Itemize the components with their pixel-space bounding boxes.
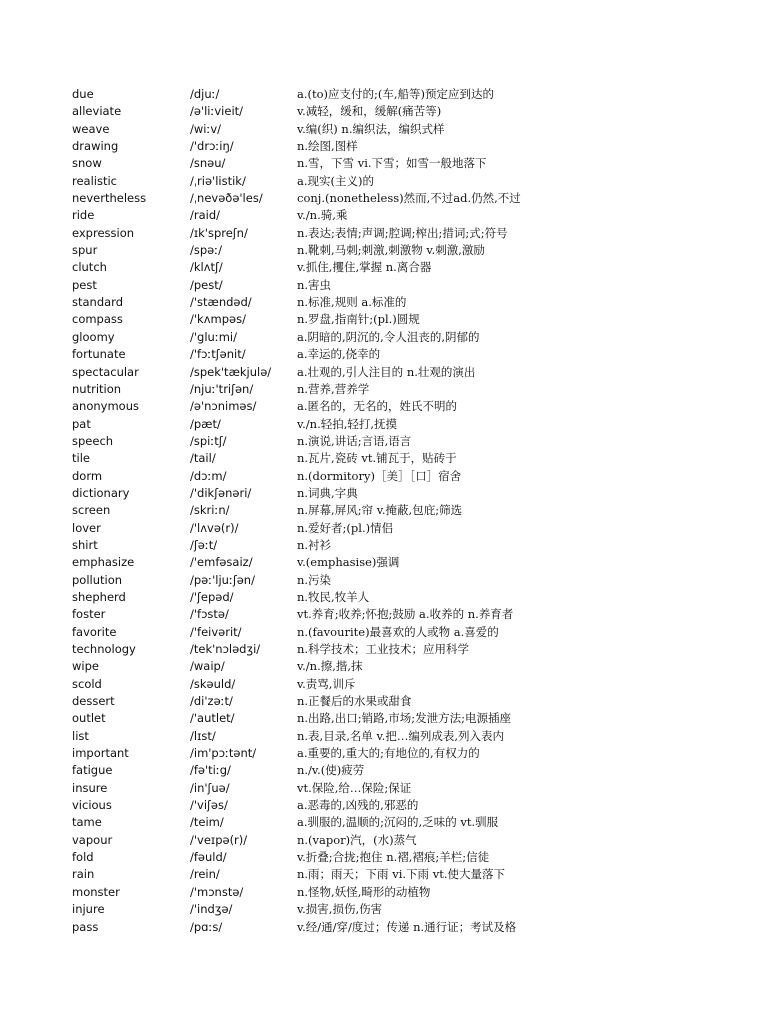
list-item bbox=[72, 606, 752, 623]
word-text: injure bbox=[72, 902, 105, 917]
word-text: shepherd bbox=[72, 589, 126, 604]
definition-text: v.损害,损伤,伤害 bbox=[297, 902, 383, 917]
phonetic-text: /wiːv/ bbox=[190, 121, 222, 136]
phonetic-text: /'dikʃənəri/ bbox=[190, 485, 252, 500]
word-text: anonymous bbox=[72, 399, 139, 414]
word-text: drawing bbox=[72, 139, 119, 154]
list-item bbox=[72, 901, 752, 918]
list-item bbox=[72, 381, 752, 398]
definition-text: n.靴刺,马刺;刺激,刺激物 v.刺激,激励 bbox=[297, 243, 485, 258]
phonetic-text: /'mɔnstə/ bbox=[190, 884, 244, 899]
list-item bbox=[72, 207, 752, 224]
definition-text: v.责骂,训斥 bbox=[297, 676, 356, 691]
list-item bbox=[72, 155, 752, 172]
word-text: gloomy bbox=[72, 329, 115, 344]
list-item bbox=[72, 364, 752, 381]
list-item bbox=[72, 468, 752, 485]
list-item bbox=[72, 884, 752, 901]
word-text: pollution bbox=[72, 572, 123, 587]
definition-text: n.罗盘,指南针;(pl.)圆规 bbox=[297, 312, 420, 327]
phonetic-text: /'viʃəs/ bbox=[190, 798, 228, 813]
list-item bbox=[72, 676, 752, 693]
list-item bbox=[72, 294, 752, 311]
definition-text: n.演说,讲话;言语,语言 bbox=[297, 433, 412, 448]
word-text: screen bbox=[72, 503, 111, 518]
word-text: tame bbox=[72, 815, 102, 830]
list-item bbox=[72, 190, 752, 207]
definition-text: n.怪物,妖怪,畸形的动植物 bbox=[297, 884, 431, 899]
definition-text: n.词典,字典 bbox=[297, 485, 358, 500]
word-text: realistic bbox=[72, 173, 118, 188]
word-text: standard bbox=[72, 295, 124, 310]
list-item bbox=[72, 537, 752, 554]
list-item bbox=[72, 259, 752, 276]
phonetic-text: /pɑːs/ bbox=[190, 919, 223, 934]
word-text: lover bbox=[72, 520, 101, 535]
definition-text: v.抓住,攫住,掌握 n.离合器 bbox=[297, 260, 432, 275]
word-text: outlet bbox=[72, 711, 106, 726]
list-item bbox=[72, 745, 752, 762]
phonetic-text: /im'pɔːtənt/ bbox=[190, 746, 257, 761]
list-item bbox=[72, 762, 752, 779]
list-item bbox=[72, 173, 752, 190]
definition-text: v.(emphasise)强调 bbox=[297, 555, 400, 570]
list-item bbox=[72, 849, 752, 866]
definition-text: n.绘图,图样 bbox=[297, 139, 358, 154]
phonetic-text: /spəː/ bbox=[190, 243, 222, 258]
phonetic-text: /njuː'triʃən/ bbox=[190, 381, 254, 396]
definition-text: n.衬衫 bbox=[297, 537, 332, 552]
definition-text: n.(vapor)汽，(水)蒸气 bbox=[297, 832, 417, 847]
word-text: pest bbox=[72, 277, 97, 292]
word-text: fortunate bbox=[72, 347, 126, 362]
phonetic-text: /ʃəːt/ bbox=[190, 537, 218, 552]
definition-text: v./n.擦,揩,抹 bbox=[297, 659, 363, 674]
word-text: pat bbox=[72, 416, 91, 431]
list-item bbox=[72, 919, 752, 936]
phonetic-text: /spiːtʃ/ bbox=[190, 433, 227, 448]
list-item bbox=[72, 398, 752, 415]
phonetic-text: /waip/ bbox=[190, 659, 225, 674]
phonetic-text: /pæt/ bbox=[190, 416, 221, 431]
list-item bbox=[72, 780, 752, 797]
definition-text: v.减轻，缓和，缓解(痛苦等) bbox=[297, 104, 442, 119]
word-text: fatigue bbox=[72, 763, 113, 778]
phonetic-text: /'feivərit/ bbox=[190, 624, 242, 639]
list-item bbox=[72, 572, 752, 589]
list-item bbox=[72, 797, 752, 814]
definition-text: n.牧民,牧羊人 bbox=[297, 589, 370, 604]
word-text: shirt bbox=[72, 537, 98, 552]
phonetic-text: /djuː/ bbox=[190, 87, 220, 101]
list-item bbox=[72, 416, 752, 433]
list-item bbox=[72, 693, 752, 710]
word-text: wipe bbox=[72, 659, 99, 674]
phonetic-text: /'kʌmpəs/ bbox=[190, 312, 246, 327]
definition-text: n.表达;表情;声调;腔调;榨出;措词;式;符号 bbox=[297, 225, 508, 240]
word-text: snow bbox=[72, 156, 102, 171]
phonetic-text: /'gluːmi/ bbox=[190, 329, 237, 344]
phonetic-text: /tail/ bbox=[190, 451, 216, 466]
list-item bbox=[72, 832, 752, 849]
list-item bbox=[72, 450, 752, 467]
definition-text: a.匿名的，无名的，姓氏不明的 bbox=[297, 399, 458, 414]
phonetic-text: /lɪst/ bbox=[190, 728, 216, 743]
word-text: nevertheless bbox=[72, 191, 147, 206]
definition-text: v.编(织) n.编织法，编织式样 bbox=[297, 121, 445, 136]
list-item bbox=[72, 86, 752, 103]
phonetic-text: /spek'tækjulə/ bbox=[190, 364, 272, 379]
definition-text: n./v.(使)疲劳 bbox=[297, 763, 365, 778]
definition-text: n.出路,出口;销路,市场;发泄方法;电源插座 bbox=[297, 711, 511, 726]
definition-text: a.恶毒的,凶残的,邪恶的 bbox=[297, 798, 419, 813]
list-item bbox=[72, 641, 752, 658]
phonetic-text: /pəː'ljuːʃən/ bbox=[190, 572, 255, 587]
definition-text: n.(favourite)最喜欢的人或物 a.喜爱的 bbox=[297, 624, 499, 639]
word-text: spur bbox=[72, 243, 98, 258]
word-text: favorite bbox=[72, 624, 117, 639]
list-item bbox=[72, 485, 752, 502]
definition-text: v./n.骑,乘 bbox=[297, 208, 348, 223]
phonetic-text: /'veɪpə(r)/ bbox=[190, 832, 248, 847]
word-text: dessert bbox=[72, 694, 115, 709]
phonetic-text: /'indʒə/ bbox=[190, 902, 233, 917]
list-item bbox=[72, 277, 752, 294]
list-item bbox=[72, 346, 752, 363]
phonetic-text: /'lʌvə(r)/ bbox=[190, 520, 239, 535]
word-text: speech bbox=[72, 433, 114, 448]
word-text: dictionary bbox=[72, 485, 130, 500]
word-text: monster bbox=[72, 884, 120, 899]
definition-text: n.瓦片,瓷砖 vt.铺瓦于，贴砖于 bbox=[297, 451, 457, 466]
definition-text: a.现实(主义)的 bbox=[297, 173, 374, 188]
list-item bbox=[72, 225, 752, 242]
word-text: emphasize bbox=[72, 555, 135, 570]
phonetic-text: /ˌnevəðə'les/ bbox=[190, 191, 263, 206]
phonetic-text: /klʌtʃ/ bbox=[190, 260, 223, 275]
definition-text: n.科学技术；工业技术；应用科学 bbox=[297, 642, 470, 656]
definition-text: n.污染 bbox=[297, 572, 332, 587]
definition-text: v.折叠;合拢;抱住 n.褶,褶痕;羊栏;信徒 bbox=[297, 850, 490, 865]
word-text: ride bbox=[72, 208, 95, 223]
word-text: fold bbox=[72, 850, 94, 865]
word-text: pass bbox=[72, 919, 99, 934]
definition-text: v.经/通/穿/度过；传递 n.通行证；考试及格 bbox=[297, 919, 517, 934]
word-text: weave bbox=[72, 121, 110, 136]
phonetic-text: /teim/ bbox=[190, 815, 224, 830]
phonetic-text: /tek'nɔlədʒi/ bbox=[190, 642, 261, 656]
word-text: dorm bbox=[72, 468, 103, 483]
phonetic-text: /skriːn/ bbox=[190, 503, 230, 518]
list-item bbox=[72, 624, 752, 641]
phonetic-text: /fəuld/ bbox=[190, 850, 227, 865]
word-text: alleviate bbox=[72, 104, 122, 119]
definition-text: n.标准,规则 a.标准的 bbox=[297, 295, 407, 310]
word-text: tile bbox=[72, 451, 90, 466]
phonetic-text: /snəu/ bbox=[190, 156, 226, 171]
list-item bbox=[72, 329, 752, 346]
phonetic-text: /di'zəːt/ bbox=[190, 694, 233, 709]
definition-text: n.屏幕,屏风;帘 v.掩蔽,包庇;筛选 bbox=[297, 503, 463, 518]
definition-text: n.(dormitory)［美］［口］宿舍 bbox=[297, 468, 462, 483]
definition-text: n.正餐后的水果或甜食 bbox=[297, 694, 412, 709]
definition-text: a.壮观的,引人注目的 n.壮观的演出 bbox=[297, 364, 476, 379]
phonetic-text: /ˌriə'listik/ bbox=[190, 173, 246, 188]
word-text: nutrition bbox=[72, 381, 122, 396]
definition-text: n.营养,营养学 bbox=[297, 381, 370, 396]
word-text: important bbox=[72, 746, 129, 761]
word-text: technology bbox=[72, 642, 136, 656]
word-text: vicious bbox=[72, 798, 112, 813]
phonetic-text: /'drɔːiŋ/ bbox=[190, 139, 234, 154]
phonetic-text: /skəuld/ bbox=[190, 676, 236, 691]
list-item bbox=[72, 814, 752, 831]
list-item bbox=[72, 433, 752, 450]
phonetic-text: /'fɔːtʃənit/ bbox=[190, 347, 246, 362]
phonetic-text: /ɪk'spreʃn/ bbox=[190, 225, 248, 240]
definition-text: n.爱好者;(pl.)情侣 bbox=[297, 520, 394, 535]
word-text: compass bbox=[72, 312, 123, 327]
list-item bbox=[72, 138, 752, 155]
list-item bbox=[72, 502, 752, 519]
list-item bbox=[72, 728, 752, 745]
definition-text: vt.养育;收养;怀抱;鼓励 a.收养的 n.养育者 bbox=[297, 607, 514, 622]
definition-text: vt.保险,给…保险;保证 bbox=[297, 780, 412, 795]
list-item bbox=[72, 710, 752, 727]
phonetic-text: /ə'liːvieit/ bbox=[190, 104, 244, 119]
word-text: clutch bbox=[72, 260, 107, 275]
list-item bbox=[72, 242, 752, 259]
definition-text: a.阴暗的,阴沉的,令人沮丧的,阴郁的 bbox=[297, 329, 480, 344]
phonetic-text: /'ʃepəd/ bbox=[190, 589, 234, 604]
definition-text: conj.(nonetheless)然而,不过ad.仍然,不过 bbox=[297, 191, 521, 206]
phonetic-text: /fə'tiːg/ bbox=[190, 763, 231, 778]
list-item bbox=[72, 520, 752, 537]
definition-text: a.幸运的,侥幸的 bbox=[297, 347, 381, 362]
phonetic-text: /in'ʃuə/ bbox=[190, 780, 230, 795]
word-text: spectacular bbox=[72, 364, 139, 379]
phonetic-text: /'autlet/ bbox=[190, 711, 235, 726]
list-item bbox=[72, 866, 752, 883]
word-text: expression bbox=[72, 225, 135, 240]
word-text: list bbox=[72, 728, 89, 743]
phonetic-text: /dɔːm/ bbox=[190, 468, 227, 483]
phonetic-text: /rein/ bbox=[190, 867, 220, 882]
word-text: insure bbox=[72, 780, 108, 795]
definition-text: n.害虫 bbox=[297, 277, 332, 292]
word-text: vapour bbox=[72, 832, 113, 847]
list-item bbox=[72, 311, 752, 328]
vocabulary-list bbox=[72, 86, 752, 936]
phonetic-text: /pest/ bbox=[190, 277, 223, 292]
phonetic-text: /ə'nɔniməs/ bbox=[190, 399, 257, 414]
phonetic-text: /raid/ bbox=[190, 208, 221, 223]
definition-text: n.表,目录,名单 v.把…编列成表,列入表内 bbox=[297, 728, 504, 743]
list-item bbox=[72, 554, 752, 571]
phonetic-text: /'fɔstə/ bbox=[190, 607, 229, 622]
phonetic-text: /'emfəsaiz/ bbox=[190, 555, 253, 570]
definition-text: a.驯服的,温顺的;沉闷的,乏味的 vt.驯服 bbox=[297, 815, 499, 830]
definition-text: a.重要的,重大的;有地位的,有权力的 bbox=[297, 746, 480, 761]
list-item bbox=[72, 658, 752, 675]
word-text: foster bbox=[72, 607, 106, 622]
word-text: due bbox=[72, 87, 94, 101]
definition-text: n.雨；雨天；下雨 vi.下雨 vt.使大量落下 bbox=[297, 867, 505, 882]
list-item bbox=[72, 121, 752, 138]
word-text: rain bbox=[72, 867, 95, 882]
definition-text: n.雪，下雪 vi.下雪；如雪一般地落下 bbox=[297, 156, 487, 171]
phonetic-text: /'stændəd/ bbox=[190, 295, 252, 310]
list-item bbox=[72, 103, 752, 120]
definition-text: a.(to)应支付的;(车,船等)预定应到达的 bbox=[297, 87, 495, 101]
definition-text: v./n.轻拍,轻打,抚摸 bbox=[297, 416, 398, 431]
list-item bbox=[72, 589, 752, 606]
word-text: scold bbox=[72, 676, 102, 691]
